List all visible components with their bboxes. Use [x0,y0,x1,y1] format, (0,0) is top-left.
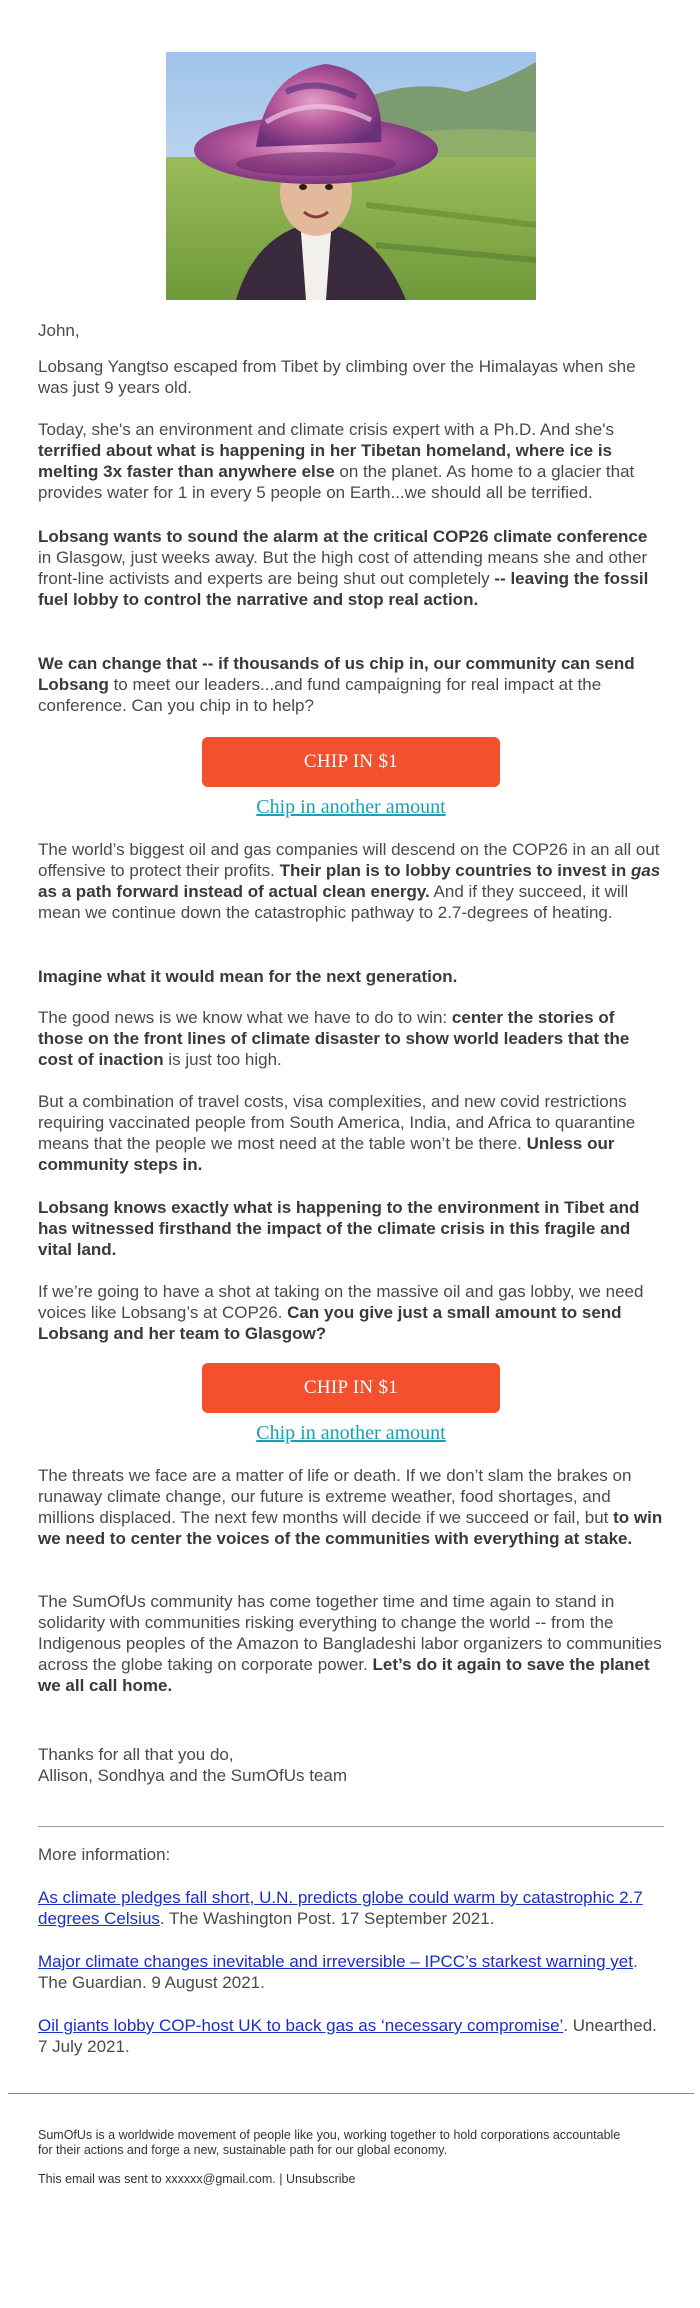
chip-in-another-amount-link-1[interactable]: Chip in another amount [256,796,446,818]
signoff-thanks: Thanks for all that you do, [38,1745,234,1764]
source-item: Major climate changes inevitable and irreversible – IPCC’s starkest warning yet. The Guardian. 9 August 2021. [38,1952,638,1992]
salutation: John, [38,321,80,340]
paragraph-oil-gas: The world’s biggest oil and gas companies will descend on the COP26 in an all out offensive to protect their profits. Their plan is to lobby countries to invest in gas as a path forward instead of actual clean energy. And if they succeed, it will mean we continue down the catastrophic pathway to 2.7-degrees of heating. [38,840,661,922]
paragraph-imagine: Imagine what it would mean for the next generation. [38,967,458,986]
more-info-heading: More information: [38,1845,171,1864]
hero-photo [166,52,536,300]
footer-about: SumOfUs is a worldwide movement of people like you, working together to hold corporations accountable for their actions and forge a new, sustainable path for our global economy. [38,2128,621,2157]
paragraph-sound-alarm: Lobsang wants to sound the alarm at the critical COP26 climate conference in Glasgow, just weeks away. But the high cost of attending means she and other front-line activists and experts are being shut out completely -- leaving the fossil fuel lobby to control the narrative and stop real action. [38,527,649,609]
chip-in-button-2[interactable]: CHIP IN $1 [202,1363,500,1413]
unsubscribe-link[interactable]: Unsubscribe [285,2172,356,2186]
source-item: As climate pledges fall short, U.N. predicts globe could warm by catastrophic 2.7 degrees Celsius. The Washington Post. 17 September 2021. [38,1888,643,1928]
portrait-image [166,52,536,300]
divider [38,1826,664,1827]
chip-in-another-amount-link-2[interactable]: Chip in another amount [256,1422,446,1444]
chip-in-button-1[interactable]: CHIP IN $1 [202,737,500,787]
paragraph-escape: Lobsang Yangtso escaped from Tibet by climbing over the Himalayas when she was just 9 years old. [38,357,636,397]
paragraph-travel-costs: But a combination of travel costs, visa complexities, and new covid restrictions requiring vaccinated people from South America, India, and Africa to quarantine means that the people we most need at the table won’t be there. Unless our community steps in. [38,1092,636,1174]
footer-divider [8,2093,694,2094]
paragraph-threats: The threats we face are a matter of life or death. If we don’t slam the brakes on runaway climate change, our future is extreme weather, food shortages, and millions displaced. The next few months will decide if we succeed or fail, but to win we need to center the voices of the communities with everything at stake. [38,1466,663,1548]
paragraph-shot-at-lobby: If we’re going to have a shot at taking on the massive oil and gas lobby, we need voices like Lobsang’s at COP26. Can you give just a small amount to send Lobsang and her team to Glasgow? [38,1282,644,1343]
source-link[interactable]: Major climate changes inevitable and irreversible – IPCC’s starkest warning yet [38,1952,633,1971]
source-link[interactable]: Oil giants lobby COP-host UK to back gas as ‘necessary compromise’ [38,2016,564,2035]
source-item: Oil giants lobby COP-host UK to back gas as ‘necessary compromise’. Unearthed. 7 July 2021. [38,2016,657,2056]
paragraph-lobsang-knows: Lobsang knows exactly what is happening to the environment in Tibet and has witnessed firsthand the impact of the climate crisis in this fragile and vital land. [38,1198,640,1259]
source-link[interactable]: As climate pledges fall short, U.N. predicts globe could warm by catastrophic 2.7 degrees Celsius [38,1888,643,1928]
paragraph-change-that: We can change that -- if thousands of us chip in, our community can send Lobsang to meet our leaders...and fund campaigning for real impact at the conference. Can you chip in to help? [38,654,635,715]
paragraph-expert: Today, she's an environment and climate crisis expert with a Ph.D. And she's terrified about what is happening in her Tibetan homeland, where ice is melting 3x faster than anywhere else on the planet. As home to a glacier that provides water for 1 in every 5 people on Earth...we should all be terrified. [38,420,635,502]
signoff-team: Allison, Sondhya and the SumOfUs team [38,1766,347,1785]
paragraph-good-news: The good news is we know what we have to do to win: center the stories of those on the front lines of climate disaster to show world leaders that the cost of inaction is just too high. [38,1008,630,1069]
paragraph-community: The SumOfUs community has come together time and time again to stand in solidarity with communities risking everything to change the world -- from the Indigenous peoples of the Amazon to Bangladeshi labor organizers to communities across the globe taking on corporate power. Let’s do it again to save the planet we all call home. [38,1592,662,1695]
footer-sent-to: This email was sent to xxxxxx@gmail.com. | Unsubscribe [38,2172,356,2186]
